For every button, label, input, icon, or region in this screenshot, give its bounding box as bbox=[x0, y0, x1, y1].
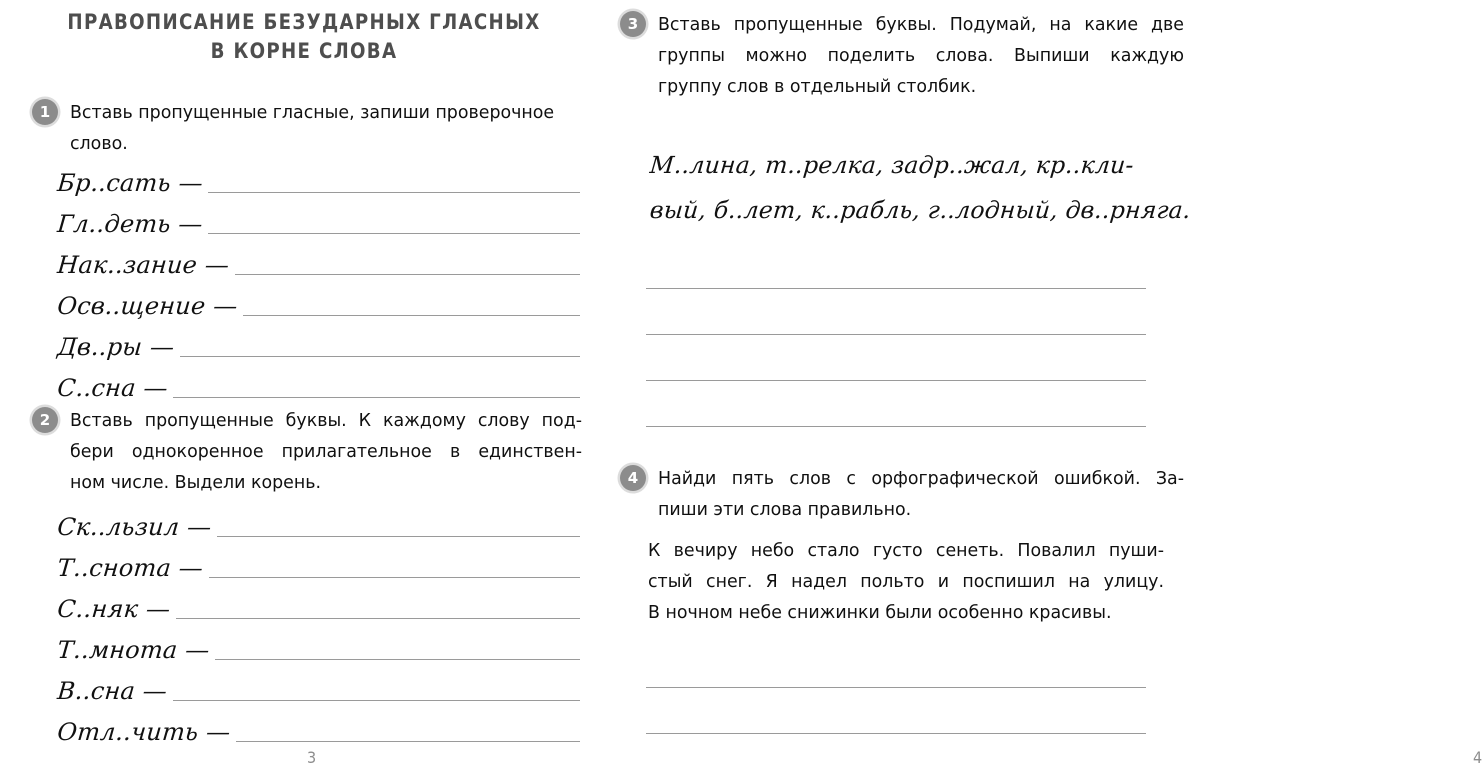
task-1 bbox=[30, 98, 582, 160]
task-4-answer-line-1[interactable] bbox=[646, 641, 1146, 688]
task-2 bbox=[30, 406, 582, 499]
task-3-answer-line-1[interactable] bbox=[646, 242, 1146, 289]
task-1-row bbox=[56, 158, 580, 199]
task-2-word-1: Ск..льзил — bbox=[56, 513, 213, 541]
task-2-answer-line-5[interactable] bbox=[173, 699, 580, 701]
task-4-header bbox=[618, 464, 1184, 526]
task-4-passage bbox=[648, 536, 1164, 629]
task-4 bbox=[618, 464, 1184, 526]
task-1-instruction-line-1: Вставь пропущенные гласные, запиши проверочное bbox=[70, 103, 555, 123]
task-2-word-6: Отл..чить — bbox=[56, 718, 232, 746]
task-1-answer-line-1[interactable] bbox=[208, 191, 580, 193]
task-1-answer-line-4[interactable] bbox=[243, 314, 580, 316]
task-3-answer-lines bbox=[646, 242, 1146, 427]
task-3-instruction bbox=[658, 10, 1184, 103]
task-3-word-list-line-1 bbox=[648, 143, 1188, 188]
page-number-left: 3 bbox=[307, 748, 317, 767]
task-1-word-6: С..сна — bbox=[56, 374, 170, 402]
task-1-answer-line-5[interactable] bbox=[180, 355, 580, 357]
task-3-number-badge: 3 bbox=[620, 11, 646, 37]
page-title bbox=[46, 8, 561, 66]
task-1-word-1: Бр..сать — bbox=[56, 169, 205, 197]
task-1-word-5: Дв..ры — bbox=[56, 333, 176, 361]
task-2-answer-line-4[interactable] bbox=[215, 658, 580, 660]
task-2-instruction-line-2: бери однокоренное прилагательное в единствен- bbox=[70, 442, 582, 462]
task-2-row bbox=[56, 707, 580, 748]
task-1-instruction bbox=[70, 98, 582, 160]
task-2-instruction-line-1: Вставь пропущенные буквы. К каждому слову под- bbox=[70, 411, 582, 431]
page-title-line-1: ПРАВОПИСАНИЕ БЕЗУДАРНЫХ ГЛАСНЫХ bbox=[67, 10, 541, 35]
task-2-answer-line-3[interactable] bbox=[176, 617, 580, 619]
task-1-row bbox=[56, 322, 580, 363]
task-2-row bbox=[56, 584, 580, 625]
task-1-row bbox=[56, 240, 580, 281]
task-3-answer-line-4[interactable] bbox=[646, 381, 1146, 427]
task-3-instruction-line-3: группу слов в отдельный столбик. bbox=[658, 77, 977, 97]
task-2-header bbox=[30, 406, 582, 499]
right-page bbox=[600, 0, 1482, 781]
task-3-instruction-line-1: Вставь пропущенные буквы. Подумай, на какие две bbox=[658, 15, 1184, 35]
task-2-answer-line-6[interactable] bbox=[236, 740, 580, 742]
task-2-answer-line-1[interactable] bbox=[217, 535, 580, 537]
task-1-answer-line-2[interactable] bbox=[208, 232, 580, 234]
task-4-passage-line-2: стый снег. Я надел польто и поспишил на улицу. bbox=[648, 572, 1164, 592]
task-3-instruction-line-2: группы можно поделить слова. Выпиши каждую bbox=[658, 46, 1184, 66]
task-1-header bbox=[30, 98, 582, 160]
page-number-right: 4 bbox=[1473, 748, 1482, 767]
task-1-number-badge: 1 bbox=[32, 99, 58, 125]
task-1-word-3: Нак..зание — bbox=[56, 251, 231, 279]
task-1-answer-rows bbox=[56, 158, 580, 404]
task-4-instruction-line-2: пиши эти слова правильно. bbox=[658, 500, 912, 520]
task-1-row bbox=[56, 199, 580, 240]
task-4-answer-lines bbox=[646, 641, 1146, 734]
task-1-row bbox=[56, 363, 580, 404]
task-1-answer-line-6[interactable] bbox=[173, 396, 580, 398]
task-3-answer-line-3[interactable] bbox=[646, 335, 1146, 381]
task-2-answer-rows bbox=[56, 502, 580, 748]
task-4-instruction bbox=[658, 464, 1184, 526]
task-2-instruction-line-3: ном числе. Выдели корень. bbox=[70, 473, 322, 493]
task-1-row bbox=[56, 281, 580, 322]
task-2-word-4: Т..мнота — bbox=[56, 636, 211, 664]
task-4-number-badge: 4 bbox=[620, 465, 646, 491]
task-3-word-list-text-2: вый, б..лет, к..рабль, г..лодный, дв..рняга. bbox=[648, 196, 1192, 224]
task-2-word-5: В..сна — bbox=[56, 677, 169, 705]
task-2-row bbox=[56, 625, 580, 666]
page-title-line-2: В КОРНЕ СЛОВА bbox=[210, 39, 398, 64]
task-1-word-4: Осв..щение — bbox=[56, 292, 239, 320]
left-page bbox=[0, 0, 600, 781]
task-2-number-badge: 2 bbox=[32, 407, 58, 433]
task-4-passage-line-3: В ночном небе снижинки были особенно красивы. bbox=[648, 603, 1112, 623]
task-1-word-2: Гл..деть — bbox=[56, 210, 204, 238]
task-3-word-list-line-2 bbox=[648, 188, 1192, 233]
task-3-word-list-text-1: М..лина, т..релка, задр..жал, кр..кли- bbox=[648, 151, 1135, 179]
task-3 bbox=[618, 10, 1184, 103]
task-1-answer-line-3[interactable] bbox=[235, 273, 580, 275]
task-3-header bbox=[618, 10, 1184, 103]
task-2-answer-line-2[interactable] bbox=[209, 576, 580, 578]
task-4-instruction-line-1: Найди пять слов с орфографической ошибкой. За- bbox=[658, 469, 1184, 489]
task-2-row bbox=[56, 543, 580, 584]
task-3-word-list bbox=[648, 143, 1192, 233]
task-2-instruction bbox=[70, 406, 582, 499]
task-4-answer-line-2[interactable] bbox=[646, 688, 1146, 734]
task-2-word-3: С..няк — bbox=[56, 595, 172, 623]
task-1-instruction-line-2: слово. bbox=[70, 134, 128, 154]
task-4-passage-line-1: К вечиру небо стало густо сенеть. Повалил пуши- bbox=[648, 541, 1164, 561]
task-3-answer-line-2[interactable] bbox=[646, 289, 1146, 335]
task-2-word-2: Т..снота — bbox=[56, 554, 205, 582]
task-2-row bbox=[56, 502, 580, 543]
task-2-row bbox=[56, 666, 580, 707]
